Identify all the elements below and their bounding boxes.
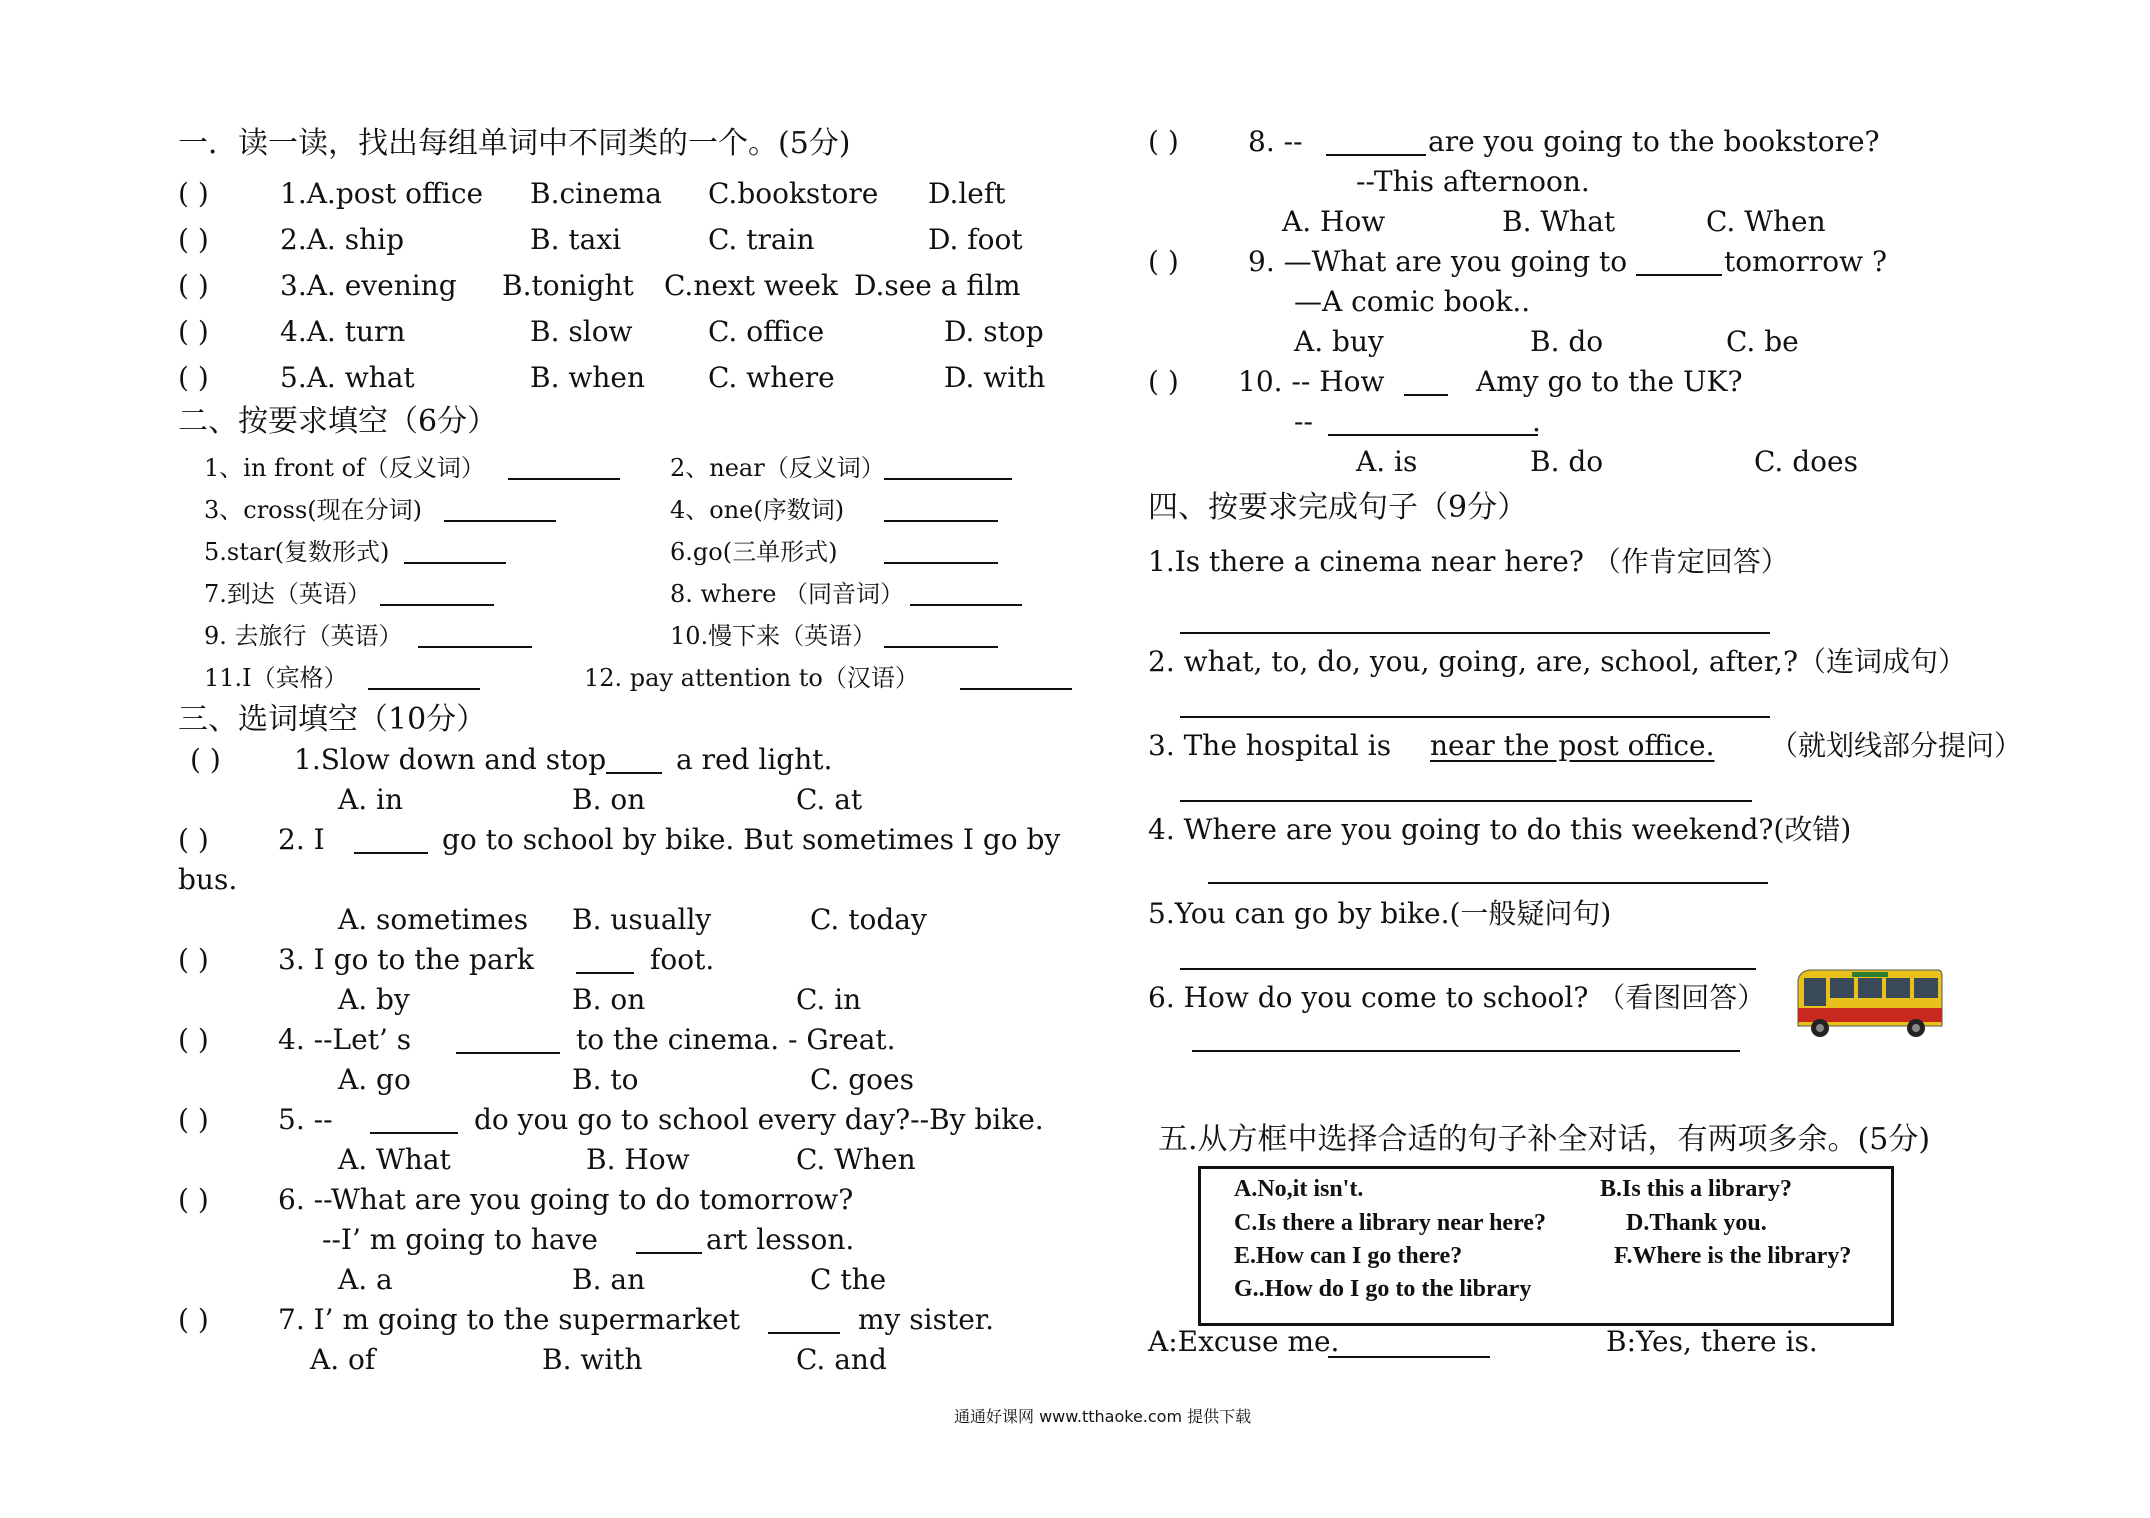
option-e-text: E.How can I go there? bbox=[1234, 1243, 1463, 1269]
q9-blank[interactable] bbox=[1636, 274, 1722, 276]
fill-item-10-blank[interactable] bbox=[884, 646, 998, 648]
q6-answer-paren[interactable]: ( ) bbox=[178, 1183, 209, 1216]
q2-text-b: go to school by bike. But sometimes I go by bbox=[442, 823, 1061, 856]
fill-item-2-blank[interactable] bbox=[884, 478, 1012, 480]
s4-q3-text-b: （就划线部分提问） bbox=[1770, 729, 2023, 762]
q1-answer-paren[interactable]: ( ) bbox=[190, 743, 221, 776]
option-a-text: A.No,it isn't. bbox=[1234, 1176, 1364, 1202]
fill-item-4-label: 4、one(序数词) bbox=[670, 496, 845, 524]
q8-line2: --This afternoon. bbox=[1356, 165, 1590, 198]
q10-period: . bbox=[1532, 405, 1541, 438]
option-b: B. taxi bbox=[530, 223, 622, 256]
q10-answer-blank[interactable] bbox=[1328, 434, 1538, 436]
q2-text-a: 2. I bbox=[278, 823, 325, 856]
option-d: D.see a film bbox=[854, 269, 1021, 302]
q10-option-c: C. does bbox=[1754, 445, 1858, 478]
q6-option-b: B. an bbox=[572, 1263, 646, 1296]
option-a: 1.A.post office bbox=[280, 177, 484, 210]
q2-answer-paren[interactable]: ( ) bbox=[178, 823, 209, 856]
option-c: C.next week bbox=[664, 269, 838, 302]
q9-option-b: B. do bbox=[1530, 325, 1604, 358]
fill-item-10-label: 10.慢下来（英语） bbox=[670, 622, 877, 650]
bus-image bbox=[1792, 962, 1946, 1040]
option-d-text: D.Thank you. bbox=[1626, 1210, 1767, 1236]
option-f-text: F.Where is the library? bbox=[1614, 1243, 1852, 1269]
q3-option-c: C. in bbox=[796, 983, 862, 1016]
option-c: C. train bbox=[708, 223, 815, 256]
s4-q3-text-a: 3. The hospital is bbox=[1148, 729, 1392, 762]
s4-q3-underlined: near the post office. bbox=[1430, 729, 1715, 762]
q10-text-b: Amy go to the UK? bbox=[1476, 365, 1743, 398]
option-c: C. office bbox=[708, 315, 825, 348]
q4-answer-paren[interactable]: ( ) bbox=[178, 1023, 209, 1056]
q5-answer-paren[interactable]: ( ) bbox=[178, 1103, 209, 1136]
q7-option-a: A. of bbox=[310, 1343, 376, 1376]
fill-item-8-blank[interactable] bbox=[910, 604, 1022, 606]
s4-q1-text: 1.Is there a cinema near here? （作肯定回答） bbox=[1148, 545, 1789, 578]
q3-answer-paren[interactable]: ( ) bbox=[178, 943, 209, 976]
fill-item-6-label: 6.go(三单形式) bbox=[670, 538, 838, 566]
option-b-text: B.Is this a library? bbox=[1600, 1176, 1793, 1202]
q10-blank[interactable] bbox=[1404, 394, 1448, 396]
option-c-text: C.Is there a library near here? bbox=[1234, 1210, 1546, 1236]
s4-q6-answer-line[interactable] bbox=[1192, 1050, 1740, 1052]
q5-option-b: B. How bbox=[586, 1143, 690, 1176]
q8-text-b: are you going to the bookstore? bbox=[1428, 125, 1880, 158]
q8-blank[interactable] bbox=[1326, 154, 1426, 156]
q5-option-a: A. What bbox=[338, 1143, 451, 1176]
dialog-blank-1[interactable] bbox=[1328, 1356, 1490, 1358]
q3-option-b: B. on bbox=[572, 983, 646, 1016]
option-d: D.left bbox=[928, 177, 1006, 210]
q10-answer-paren[interactable]: ( ) bbox=[1148, 365, 1179, 398]
option-a: 4.A. turn bbox=[280, 315, 406, 348]
option-b: B. slow bbox=[530, 315, 633, 348]
q7-text-b: my sister. bbox=[858, 1303, 994, 1336]
fill-item-8-label: 8. where （同音词） bbox=[670, 580, 905, 608]
section-3-title: 三、选词填空（10分） bbox=[178, 702, 487, 737]
option-g-text: G..How do I go to the library bbox=[1234, 1276, 1532, 1302]
option-c: C.bookstore bbox=[708, 177, 879, 210]
fill-item-2-label: 2、near（反义词） bbox=[670, 454, 885, 482]
s4-q5-answer-line[interactable] bbox=[1180, 968, 1756, 970]
option-d: D. with bbox=[944, 361, 1046, 394]
q5-text-a: 5. -- bbox=[278, 1103, 333, 1136]
q3-text-b: foot. bbox=[650, 943, 715, 976]
q1-blank[interactable] bbox=[606, 772, 662, 774]
q9-option-c: C. be bbox=[1726, 325, 1799, 358]
q4-option-b: B. to bbox=[572, 1063, 639, 1096]
fill-item-12-blank[interactable] bbox=[960, 688, 1072, 690]
q10-option-b: B. do bbox=[1530, 445, 1604, 478]
q9-line2: —A comic book.. bbox=[1294, 285, 1531, 318]
q8-option-c: C. When bbox=[1706, 205, 1826, 238]
q6-text-a: 6. --What are you going to do tomorrow? bbox=[278, 1183, 854, 1216]
q4-blank[interactable] bbox=[456, 1052, 560, 1054]
section-4-title: 四、按要求完成句子（9分） bbox=[1148, 490, 1528, 525]
q4-text-b: to the cinema. - Great. bbox=[576, 1023, 896, 1056]
option-c: C. where bbox=[708, 361, 835, 394]
q7-text-a: 7. I’ m going to the supermarket bbox=[278, 1303, 740, 1336]
q2-option-a: A. sometimes bbox=[338, 903, 529, 936]
q7-blank[interactable] bbox=[768, 1332, 840, 1334]
option-b: B. when bbox=[530, 361, 645, 394]
q3-blank[interactable] bbox=[576, 972, 634, 974]
option-b: B.tonight bbox=[502, 269, 634, 302]
q1-option-a: A. in bbox=[338, 783, 404, 816]
section-1-title: 一．读一读，找出每组单词中不同类的一个。(5分) bbox=[178, 126, 851, 161]
q4-text-a: 4. --Let’ s bbox=[278, 1023, 412, 1056]
q5-text-b: do you go to school every day?--By bike. bbox=[474, 1103, 1044, 1136]
q2-option-b: B. usually bbox=[572, 903, 712, 936]
s4-q4-text: 4. Where are you going to do this weekend?(改错) bbox=[1148, 813, 1852, 846]
fill-item-6-blank[interactable] bbox=[884, 562, 998, 564]
fill-item-1-label: 1、in front of（反义词） bbox=[204, 454, 485, 482]
q6-option-c: C the bbox=[810, 1263, 887, 1296]
dialog-line-b: B:Yes, there is. bbox=[1606, 1325, 1818, 1358]
q8-answer-paren[interactable]: ( ) bbox=[1148, 125, 1179, 158]
s4-q2-text: 2. what, to, do, you, going, are, school, after,?（连词成句） bbox=[1148, 645, 1966, 678]
fill-item-5-label: 5.star(复数形式) bbox=[204, 538, 390, 566]
option-d: D. stop bbox=[944, 315, 1044, 348]
q1-option-b: B. on bbox=[572, 783, 646, 816]
s4-q3-answer-line[interactable] bbox=[1180, 800, 1752, 802]
fill-item-9-label: 9. 去旅行（英语） bbox=[204, 622, 403, 650]
q4-option-c: C. goes bbox=[810, 1063, 914, 1096]
q9-answer-paren[interactable]: ( ) bbox=[1148, 245, 1179, 278]
fill-item-7-blank[interactable] bbox=[380, 604, 494, 606]
fill-item-1-blank[interactable] bbox=[508, 478, 620, 480]
fill-item-12-label: 12. pay attention to（汉语） bbox=[584, 664, 919, 692]
q5-option-c: C. When bbox=[796, 1143, 916, 1176]
q9-text-b: tomorrow ? bbox=[1724, 245, 1888, 278]
q9-text-a: 9. —What are you going to bbox=[1248, 245, 1628, 278]
fill-item-9-blank[interactable] bbox=[418, 646, 532, 648]
footer-text: 通通好课网 www.tthaoke.com 提供下载 bbox=[954, 1407, 1252, 1426]
option-d: D. foot bbox=[928, 223, 1023, 256]
answer-paren[interactable]: ( ) bbox=[178, 177, 209, 210]
s4-q1-answer-line[interactable] bbox=[1180, 632, 1770, 634]
s4-q2-answer-line[interactable] bbox=[1180, 716, 1770, 718]
fill-item-3-blank[interactable] bbox=[444, 520, 556, 522]
answer-paren[interactable]: ( ) bbox=[178, 223, 209, 256]
option-a: 5.A. what bbox=[280, 361, 415, 394]
q1-text-a: 1.Slow down and stop bbox=[294, 743, 607, 776]
q1-option-c: C. at bbox=[796, 783, 863, 816]
fill-item-4-blank[interactable] bbox=[884, 520, 998, 522]
q10-text-a: 10. -- How bbox=[1238, 365, 1385, 398]
q6-line2-a: --I’ m going to have bbox=[322, 1223, 598, 1256]
q5-blank[interactable] bbox=[370, 1132, 458, 1134]
s4-q6-text: 6. How do you come to school? （看图回答） bbox=[1148, 981, 1766, 1014]
q10-line2: -- bbox=[1294, 405, 1313, 438]
fill-item-11-blank[interactable] bbox=[368, 688, 480, 690]
q8-text-a: 8. -- bbox=[1248, 125, 1303, 158]
q6-blank[interactable] bbox=[636, 1252, 702, 1254]
option-a: 2.A. ship bbox=[280, 223, 405, 256]
q7-answer-paren[interactable]: ( ) bbox=[178, 1303, 209, 1336]
q3-option-a: A. by bbox=[338, 983, 410, 1016]
dialog-line-a: A:Excuse me. bbox=[1148, 1325, 1340, 1358]
fill-item-3-label: 3、cross(现在分词) bbox=[204, 496, 422, 524]
s4-q5-text: 5.You can go by bike.(一般疑问句) bbox=[1148, 897, 1612, 930]
q8-option-a: A. How bbox=[1282, 205, 1386, 238]
fill-item-11-label: 11.I（宾格） bbox=[204, 664, 348, 692]
q6-option-a: A. a bbox=[338, 1263, 393, 1296]
q4-option-a: A. go bbox=[338, 1063, 411, 1096]
section-2-title: 二、按要求填空（6分） bbox=[178, 404, 498, 439]
option-b: B.cinema bbox=[530, 177, 662, 210]
q6-line2-b: art lesson. bbox=[706, 1223, 855, 1256]
q2-continuation: bus. bbox=[178, 863, 238, 896]
q10-option-a: A. is bbox=[1356, 445, 1418, 478]
q9-option-a: A. buy bbox=[1294, 325, 1384, 358]
fill-item-7-label: 7.到达（英语） bbox=[204, 580, 371, 608]
q2-option-c: C. today bbox=[810, 903, 927, 936]
s4-q4-answer-line[interactable] bbox=[1208, 882, 1768, 884]
answer-paren[interactable]: ( ) bbox=[178, 361, 209, 394]
q7-option-b: B. with bbox=[542, 1343, 643, 1376]
q7-option-c: C. and bbox=[796, 1343, 887, 1376]
q3-text-a: 3. I go to the park bbox=[278, 943, 534, 976]
answer-paren[interactable]: ( ) bbox=[178, 315, 209, 348]
q8-option-b: B. What bbox=[1502, 205, 1616, 238]
q1-text-b: a red light. bbox=[676, 743, 833, 776]
fill-item-5-blank[interactable] bbox=[404, 562, 506, 564]
section-5-title: 五.从方框中选择合适的句子补全对话，有两项多余。(5分) bbox=[1158, 1122, 1931, 1157]
option-a: 3.A. evening bbox=[280, 269, 457, 302]
answer-paren[interactable]: ( ) bbox=[178, 269, 209, 302]
q2-blank[interactable] bbox=[354, 852, 428, 854]
